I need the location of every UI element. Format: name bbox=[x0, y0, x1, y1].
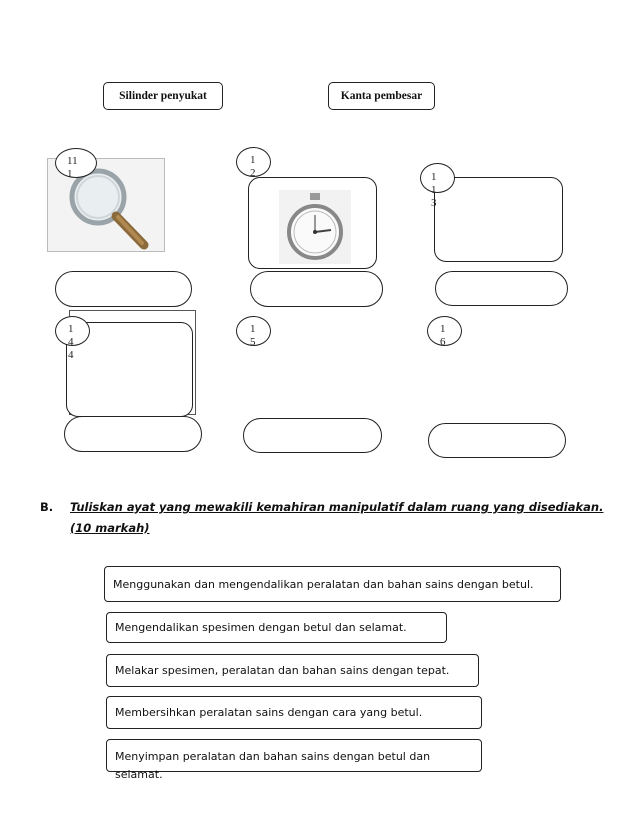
number-13: 1 1 3 bbox=[431, 171, 437, 209]
number-16: 1 6 bbox=[440, 323, 446, 348]
answer-4: Membersihkan peralatan sains dengan cara yang betul. bbox=[106, 696, 482, 729]
word-silinder-penyukat: Silinder penyukat bbox=[103, 82, 223, 110]
answer-2: Mengendalikan spesimen dengan betul dan selamat. bbox=[106, 612, 447, 643]
name-pill-11[interactable] bbox=[55, 271, 192, 307]
name-pill-15[interactable] bbox=[243, 418, 382, 453]
section-b-letter: B. bbox=[40, 500, 54, 514]
section-b-marks: (10 markah) bbox=[70, 521, 150, 535]
name-pill-13[interactable] bbox=[435, 271, 568, 306]
answer-1: Menggunakan dan mengendalikan peralatan dan bahan sains dengan betul. bbox=[104, 566, 561, 602]
word-kanta-pembesar: Kanta pembesar bbox=[328, 82, 435, 110]
answer-3: Melakar spesimen, peralatan dan bahan sains dengan tepat. bbox=[106, 654, 479, 687]
number-15: 1 5 bbox=[250, 323, 256, 348]
number-12: 1 2 bbox=[250, 154, 256, 179]
name-pill-14[interactable] bbox=[64, 416, 202, 452]
name-pill-16[interactable] bbox=[428, 423, 566, 458]
name-pill-12[interactable] bbox=[250, 271, 383, 307]
answer-box-13[interactable] bbox=[434, 177, 563, 262]
bubble-13 bbox=[420, 163, 455, 193]
number-14: 1 4 4 bbox=[68, 323, 74, 361]
answer-5: Menyimpan peralatan dan bahan sains dengan betul dan selamat. bbox=[106, 739, 482, 772]
section-b-instruction: Tuliskan ayat yang mewakili kemahiran manipulatif dalam ruang yang disediakan. bbox=[70, 500, 604, 514]
number-11: 11 1 bbox=[67, 155, 78, 180]
stopwatch-image bbox=[279, 190, 351, 264]
stopwatch-icon bbox=[279, 190, 351, 264]
